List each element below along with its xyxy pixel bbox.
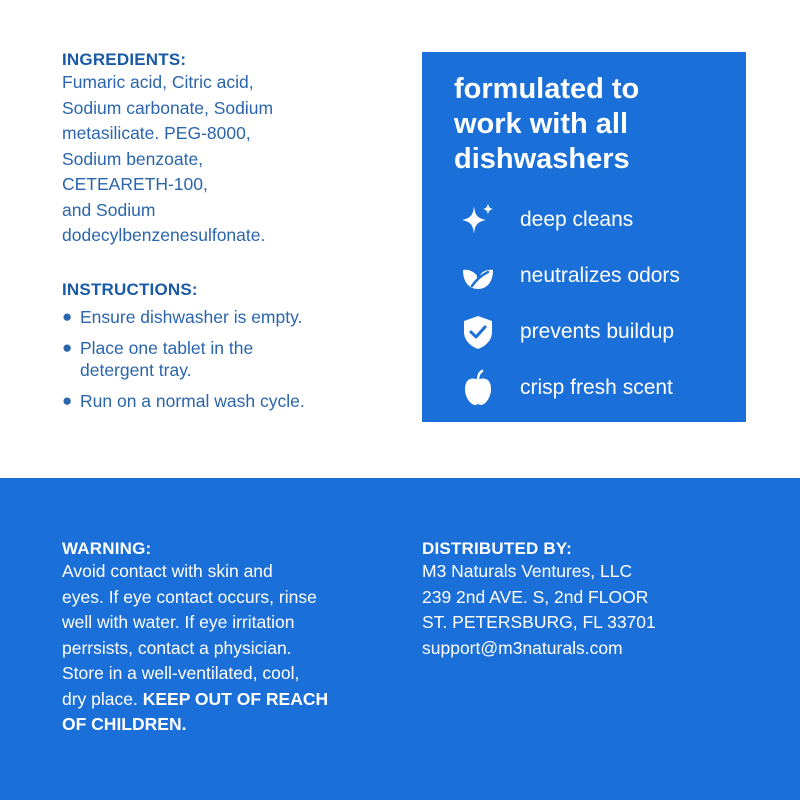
- ingredients-line: and Sodium: [62, 199, 156, 220]
- warning-section: [62, 539, 382, 738]
- instruction-item: [62, 390, 372, 412]
- bullet-icon: ●: [62, 338, 73, 357]
- ingredients-line: Sodium benzoate,: [62, 148, 204, 169]
- card-title: [454, 72, 639, 177]
- distributor-heading: DISTRIBUTED BY:: [422, 539, 573, 558]
- ingredients-section: [62, 50, 362, 249]
- distributor-section: [422, 539, 762, 661]
- feature-list: [458, 192, 680, 416]
- warning-line: perrsists, contact a physician.: [62, 637, 292, 658]
- instructions-section: [62, 280, 372, 421]
- ingredients-line: Sodium carbonate, Sodium: [62, 97, 274, 118]
- instructions-list: [62, 306, 372, 412]
- feature-item-deep-cleans: [458, 192, 680, 248]
- shield-check-icon: [458, 312, 498, 352]
- instruction-text: Run on a normal wash cycle.: [80, 391, 305, 411]
- ingredients-line: Fumaric acid, Citric acid,: [62, 72, 254, 92]
- warning-emphasis: KEEP OUT OF REACH: [142, 688, 329, 709]
- distributor-text: [422, 559, 762, 661]
- apple-icon: [458, 368, 498, 408]
- ingredients-text: [62, 70, 362, 249]
- feature-item-neutralizes-odors: [458, 248, 680, 304]
- distributor-address: 239 2nd AVE. S, 2nd FLOOR: [422, 586, 649, 607]
- distributor-city: ST. PETERSBURG, FL 33701: [422, 612, 656, 632]
- feature-card: [422, 52, 746, 422]
- distributor-email: support@m3naturals.com: [422, 637, 623, 658]
- card-title-line: formulated to: [454, 73, 640, 105]
- ingredients-line: dodecylbenzenesulfonate.: [62, 225, 266, 245]
- warning-line: Store in a well-ventilated, cool,: [62, 663, 300, 683]
- warning-emphasis: OF CHILDREN.: [62, 714, 187, 734]
- instruction-text: detergent tray.: [80, 360, 192, 380]
- card-title-line: work with all: [454, 108, 629, 140]
- bullet-icon: ●: [62, 307, 73, 326]
- ingredients-line: metasilicate. PEG-8000,: [62, 123, 251, 143]
- instruction-item: [62, 306, 372, 328]
- instruction-item: [62, 337, 372, 381]
- bullet-icon: ●: [62, 391, 73, 410]
- feature-label: crisp fresh scent: [520, 376, 673, 399]
- warning-line: [62, 687, 382, 713]
- instruction-text: Ensure dishwasher is empty.: [80, 307, 303, 327]
- warning-line: eyes. If eye contact occurs, rinse: [62, 586, 317, 607]
- sparkle-icon: [458, 200, 498, 240]
- ingredients-heading: INGREDIENTS:: [62, 50, 187, 69]
- warning-heading: WARNING:: [62, 539, 152, 558]
- warning-line-text: dry place.: [62, 688, 143, 709]
- warning-line: well with water. If eye irritation: [62, 612, 295, 632]
- feature-item-prevents-buildup: [458, 304, 680, 360]
- feature-label: deep cleans: [520, 208, 634, 231]
- warning-text: [62, 559, 382, 738]
- instructions-heading: INSTRUCTIONS:: [62, 280, 198, 299]
- feature-label: prevents buildup: [520, 320, 675, 343]
- feature-label: neutralizes odors: [520, 264, 680, 287]
- bottom-panel: [0, 478, 800, 800]
- distributor-name: M3 Naturals Ventures, LLC: [422, 561, 633, 581]
- card-title-line: dishwashers: [454, 143, 630, 175]
- warning-line: Avoid contact with skin and: [62, 561, 273, 581]
- ingredients-line: CETEARETH-100,: [62, 174, 208, 194]
- feature-item-crisp-fresh-scent: [458, 360, 680, 416]
- leaf-icon: [458, 256, 498, 296]
- instruction-text: Place one tablet in the: [80, 338, 254, 358]
